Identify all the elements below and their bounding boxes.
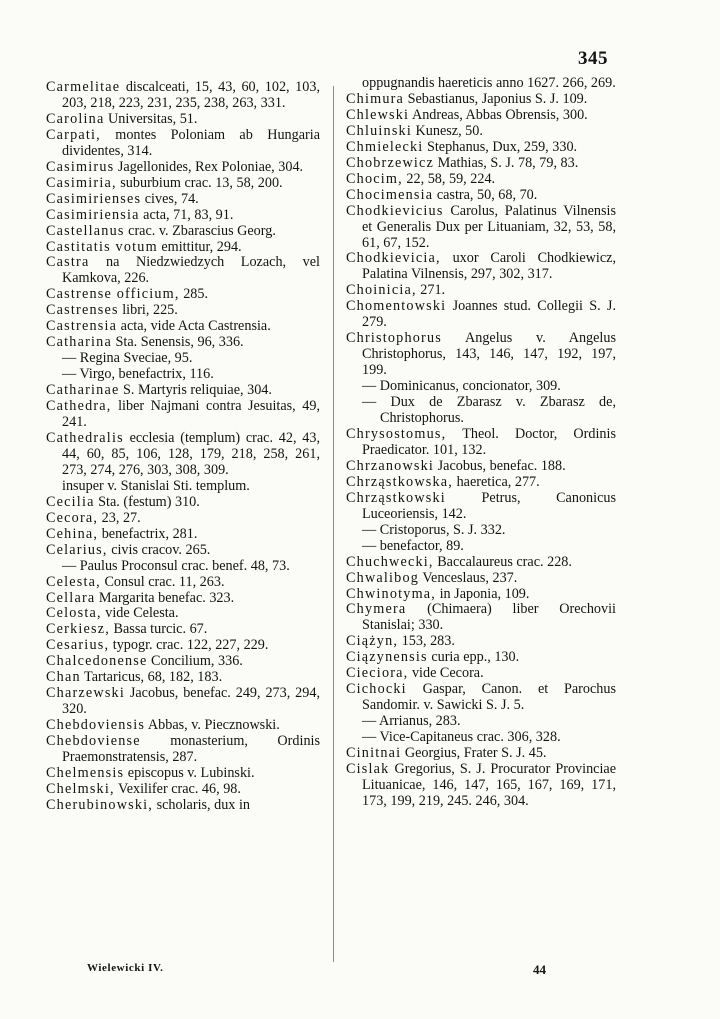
entry-text: Sta. (festum) 310. bbox=[94, 493, 200, 510]
entry-text: S. Martyris reliquiae, 304. bbox=[119, 382, 272, 399]
index-entry bbox=[46, 431, 320, 479]
index-entry bbox=[46, 240, 320, 256]
index-entry bbox=[46, 303, 320, 319]
entry-text: — Vice-Capitaneus crac. 306, 328. bbox=[362, 729, 561, 746]
entry-headword: Carmelitae bbox=[46, 79, 121, 95]
entry-text: Stephanus, Dux, 259, 330. bbox=[423, 138, 578, 155]
entry-text: liber Najmani contra Jesuitas, 49, 241. bbox=[62, 398, 320, 431]
entry-text: Angelus v. Angelus Christophorus, 143, 146, 147, 192, 197, 199. bbox=[362, 330, 616, 379]
entry-headword: Charzewski bbox=[46, 685, 125, 702]
page-number: 345 bbox=[578, 48, 608, 69]
entry-text: discalceati, 15, 43, 60, 102, 103, 203, 218, 223, 231, 235, 238, 263, 331. bbox=[62, 79, 320, 111]
entry-headword: Chluinski bbox=[346, 122, 412, 139]
entry-headword: Cislak bbox=[346, 760, 390, 777]
index-entry bbox=[346, 682, 616, 714]
entry-headword: Castrense officium, bbox=[46, 286, 180, 303]
printer-signature: Wielewicki IV. bbox=[87, 962, 164, 974]
entry-headword: Cichocki bbox=[346, 681, 407, 698]
index-entry bbox=[46, 606, 320, 622]
entry-text: emittitur, 294. bbox=[157, 238, 242, 255]
entry-headword: Casimiriensia bbox=[46, 206, 140, 223]
entry-text: monasterium, Ordinis Praemonstratensis, 287. bbox=[62, 733, 320, 766]
index-entry bbox=[46, 495, 320, 511]
index-entry bbox=[46, 128, 320, 160]
index-entry bbox=[346, 251, 616, 283]
entry-headword: Chrysostomus, bbox=[346, 425, 447, 442]
entry-headword: Chelmensis bbox=[46, 764, 125, 781]
index-entry bbox=[346, 124, 616, 140]
entry-headword: Castrenses bbox=[46, 302, 119, 319]
entry-headword: Cathedralis bbox=[46, 429, 124, 446]
index-entry bbox=[46, 399, 320, 431]
entry-text: — Dux de Zbarasz v. Zbarasz de, Christophorus. bbox=[362, 394, 616, 427]
entry-headword: Chomentowski bbox=[346, 298, 447, 315]
entry-text: Baccalaureus crac. 228. bbox=[433, 553, 572, 570]
index-entry bbox=[346, 602, 616, 634]
index-entry bbox=[346, 634, 616, 650]
index-column-left bbox=[46, 80, 320, 814]
index-entry bbox=[346, 666, 616, 682]
index-entry bbox=[46, 511, 320, 527]
entry-text: curia epp., 130. bbox=[427, 649, 520, 666]
column-divider bbox=[333, 86, 334, 962]
index-entry bbox=[46, 670, 320, 686]
entry-headword: Casimirus bbox=[46, 158, 115, 175]
entry-headword: Christophorus bbox=[346, 330, 443, 347]
index-entry bbox=[346, 459, 616, 475]
entry-text: civis cracov. 265. bbox=[107, 541, 211, 558]
entry-text: libri, 225. bbox=[118, 302, 178, 319]
entry-headword: Choinicia, bbox=[346, 282, 417, 299]
entry-headword: Cesarius, bbox=[46, 637, 110, 654]
entry-headword: Chodkievicia, bbox=[346, 250, 441, 267]
index-entry bbox=[46, 766, 320, 782]
entry-text: acta, 71, 83, 91. bbox=[139, 206, 234, 223]
index-entry bbox=[346, 555, 616, 571]
index-entry bbox=[46, 591, 320, 607]
entry-text: Andreas, Abbas Obrensis, 300. bbox=[409, 106, 588, 123]
entry-headword: Catharinae bbox=[46, 382, 120, 399]
entry-text: ecclesia (templum) crac. 42, 43, 44, 60, 85, 106, 128, 179, 218, 258, 261, 273, 274, 276, 303, 308, 309. bbox=[62, 429, 320, 478]
index-entry bbox=[346, 395, 616, 427]
index-entry bbox=[46, 255, 320, 287]
index-entry bbox=[46, 367, 320, 383]
index-entry bbox=[346, 491, 616, 523]
entry-text: Vexilifer crac. 46, 98. bbox=[114, 780, 241, 797]
entry-headword: Celarius, bbox=[46, 541, 108, 558]
entry-headword: Chalcedonense bbox=[46, 653, 148, 670]
index-entry bbox=[346, 539, 616, 555]
entry-text: cives, 74. bbox=[141, 190, 199, 207]
entry-text: scholaris, dux in bbox=[153, 796, 250, 813]
entry-text: episcopus v. Lubinski. bbox=[124, 764, 255, 781]
entry-headword: Chebdoviense bbox=[46, 733, 141, 750]
entry-headword: Cehina, bbox=[46, 525, 99, 542]
index-entry bbox=[46, 527, 320, 543]
entry-headword: Celosta, bbox=[46, 605, 102, 622]
index-entry bbox=[346, 108, 616, 124]
entry-text: — Paulus Proconsul crac. benef. 48, 73. bbox=[62, 557, 290, 574]
entry-headword: Celesta, bbox=[46, 573, 101, 590]
entry-headword: Catharina bbox=[46, 334, 112, 351]
entry-text: benefactrix, 281. bbox=[98, 525, 198, 542]
entry-headword: Cellara bbox=[46, 589, 96, 606]
entry-text: Consul crac. 11, 263. bbox=[100, 573, 225, 590]
index-entry bbox=[46, 734, 320, 766]
index-entry bbox=[46, 224, 320, 240]
entry-headword: Carolina bbox=[46, 110, 105, 127]
index-entry bbox=[346, 140, 616, 156]
entry-headword: Castellanus bbox=[46, 222, 125, 239]
entry-text: Georgius, Frater S. J. 45. bbox=[401, 745, 547, 762]
entry-text: haeretica, 277. bbox=[453, 473, 540, 490]
entry-text: insuper v. Stanislai Sti. templum. bbox=[62, 477, 250, 494]
entry-headword: Chmielecki bbox=[346, 138, 424, 155]
entry-headword: Cieciora, bbox=[346, 665, 409, 682]
entry-text: in Japonia, 109. bbox=[436, 585, 530, 602]
index-entry bbox=[46, 160, 320, 176]
entry-headword: Chebdoviensis bbox=[46, 717, 146, 734]
entry-headword: Castrensia bbox=[46, 318, 118, 335]
entry-text: Theol. Doctor, Ordinis Praedicator. 101, 132. bbox=[362, 425, 616, 458]
entry-headword: Casimirienses bbox=[46, 190, 142, 207]
index-entry bbox=[346, 188, 616, 204]
index-entry bbox=[46, 208, 320, 224]
entry-text: 271. bbox=[416, 282, 446, 299]
entry-text: Gregorius, S. J. Procurator Provinciae Lituanicae, 146, 147, 165, 167, 169, 171, 173, 199, 219, 245. 246, 304. bbox=[362, 760, 616, 809]
entry-text: Carolus, Palatinus Vilnensis et Generalis Dux per Lituaniam, 32, 53, 58, 61, 67, 152. bbox=[362, 202, 616, 251]
entry-text: 153, 283. bbox=[398, 633, 455, 650]
entry-text: Gaspar, Canon. et Parochus Sandomir. v. Sawicki S. J. 5. bbox=[362, 681, 616, 714]
entry-text: montes Poloniam ab Hungaria dividentes, 314. bbox=[62, 126, 320, 159]
entry-headword: Chwinotyma, bbox=[346, 585, 437, 602]
entry-text: Jagellonides, Rex Poloniae, 304. bbox=[114, 158, 304, 175]
index-entry bbox=[346, 587, 616, 603]
entry-text: vide Celesta. bbox=[101, 605, 179, 622]
index-entry bbox=[46, 654, 320, 670]
entry-text: Abbas, v. Piecznowski. bbox=[145, 717, 280, 734]
entry-text: Margarita benefac. 323. bbox=[95, 589, 235, 606]
sheet-number: 44 bbox=[533, 962, 546, 977]
entry-text: suburbium crac. 13, 58, 200. bbox=[116, 174, 283, 191]
entry-text: crac. v. Zbarascius Georg. bbox=[124, 222, 276, 239]
index-entry bbox=[46, 686, 320, 718]
entry-text: Concilium, 336. bbox=[147, 653, 243, 670]
entry-text: typogr. crac. 122, 227, 229. bbox=[109, 637, 269, 654]
entry-text: Petrus, Canonicus Luceoriensis, 142. bbox=[362, 489, 616, 522]
entry-text: — Regina Sveciae, 95. bbox=[62, 350, 193, 367]
index-entry bbox=[346, 92, 616, 108]
entry-text: Universitas, 51. bbox=[104, 110, 198, 127]
index-entry bbox=[46, 112, 320, 128]
entry-headword: Chocimensia bbox=[346, 186, 434, 203]
index-entry bbox=[346, 156, 616, 172]
entry-headword: Castra bbox=[46, 254, 90, 271]
entry-text: — Virgo, benefactrix, 116. bbox=[62, 366, 214, 383]
entry-text: Bassa turcic. 67. bbox=[109, 621, 208, 638]
index-entry bbox=[46, 559, 320, 575]
entry-text: 22, 58, 59, 224. bbox=[402, 170, 496, 187]
index-entry bbox=[346, 730, 616, 746]
entry-headword: Chelmski, bbox=[46, 780, 115, 797]
entry-text: — Cristoporus, S. J. 332. bbox=[362, 521, 506, 538]
index-entry bbox=[346, 475, 616, 491]
index-entry bbox=[46, 543, 320, 559]
entry-text: Mathias, S. J. 78, 79, 83. bbox=[434, 154, 579, 171]
index-entry bbox=[46, 479, 320, 495]
entry-headword: Ciązynensis bbox=[346, 649, 428, 666]
index-column-right bbox=[346, 76, 616, 810]
entry-text: (Chimaera) liber Orechovii Stanislai; 330. bbox=[362, 601, 616, 634]
entry-headword: Cathedra, bbox=[46, 398, 112, 415]
index-entry bbox=[46, 351, 320, 367]
entry-text: Joannes stud. Collegii S. J. 279. bbox=[362, 298, 616, 331]
index-entry bbox=[346, 331, 616, 379]
index-entry bbox=[46, 80, 320, 112]
entry-headword: Chocim, bbox=[346, 170, 403, 187]
index-entry bbox=[346, 283, 616, 299]
entry-text: Venceslaus, 237. bbox=[419, 569, 518, 586]
index-entry bbox=[346, 571, 616, 587]
entry-text: Sta. Senensis, 96, 336. bbox=[111, 334, 244, 351]
entry-headword: Chwalibog bbox=[346, 569, 420, 586]
index-entry bbox=[46, 575, 320, 591]
entry-text: Jacobus, benefac. 249, 273, 294, 320. bbox=[62, 685, 320, 718]
entry-headword: Chymera bbox=[346, 601, 407, 618]
entry-text: 23, 27. bbox=[98, 509, 141, 526]
index-entry bbox=[346, 204, 616, 252]
entry-text: Kunesz, 50. bbox=[411, 122, 483, 139]
index-entry bbox=[46, 335, 320, 351]
entry-headword: Cherubinowski, bbox=[46, 796, 154, 813]
index-entry bbox=[346, 427, 616, 459]
index-entry bbox=[346, 523, 616, 539]
entry-headword: Cecilia bbox=[46, 493, 95, 510]
entry-text: — Dominicanus, concionator, 309. bbox=[362, 378, 561, 395]
entry-headword: Chuchwecki, bbox=[346, 553, 434, 570]
entry-headword: Ciążyn, bbox=[346, 633, 399, 650]
index-entry bbox=[346, 76, 616, 92]
entry-text: — Arrianus, 283. bbox=[362, 713, 461, 730]
index-entry bbox=[346, 299, 616, 331]
index-entry bbox=[46, 718, 320, 734]
entry-text: Sebastianus, Japonius S. J. 109. bbox=[404, 90, 588, 107]
entry-text: na Niedzwiedzych Lozach, vel Kamkova, 226. bbox=[62, 254, 320, 287]
entry-text: uxor Caroli Chodkiewicz, Palatina Vilnensis, 297, 302, 317. bbox=[362, 250, 616, 283]
index-entry bbox=[46, 319, 320, 335]
entry-text: Tartaricus, 68, 182, 183. bbox=[80, 669, 223, 686]
entry-text: castra, 50, 68, 70. bbox=[433, 186, 538, 203]
index-entry bbox=[46, 782, 320, 798]
entry-headword: Chlewski bbox=[346, 106, 410, 123]
index-entry bbox=[46, 798, 320, 814]
entry-headword: Cecora, bbox=[46, 509, 99, 526]
index-entry bbox=[346, 172, 616, 188]
entry-headword: Chimura bbox=[346, 90, 405, 107]
index-entry bbox=[46, 638, 320, 654]
entry-headword: Chan bbox=[46, 669, 81, 686]
entry-text: oppugnandis haereticis anno 1627. 266, 269. bbox=[362, 75, 616, 91]
entry-headword: Chodkievicius bbox=[346, 202, 444, 219]
index-entry bbox=[46, 192, 320, 208]
entry-headword: Cerkiesz, bbox=[46, 621, 110, 638]
entry-headword: Chobrzewicz bbox=[346, 154, 435, 171]
index-entry bbox=[346, 714, 616, 730]
index-entry bbox=[46, 383, 320, 399]
index-entry bbox=[346, 379, 616, 395]
entry-headword: Cinitnai bbox=[346, 745, 402, 762]
index-entry bbox=[46, 176, 320, 192]
entry-text: — benefactor, 89. bbox=[362, 537, 464, 554]
index-entry bbox=[346, 650, 616, 666]
entry-text: acta, vide Acta Castrensia. bbox=[117, 318, 271, 335]
entry-headword: Castitatis votum bbox=[46, 238, 158, 255]
entry-headword: Chrząstkowska, bbox=[346, 473, 454, 490]
index-entry bbox=[346, 762, 616, 810]
entry-headword: Casimiria, bbox=[46, 174, 117, 191]
entry-text: 285. bbox=[179, 286, 209, 303]
entry-text: vide Cecora. bbox=[408, 665, 484, 682]
entry-text: Jacobus, benefac. 188. bbox=[434, 457, 566, 474]
entry-headword: Chrząstkowski bbox=[346, 489, 446, 506]
entry-headword: Chrzanowski bbox=[346, 457, 435, 474]
entry-headword: Carpati, bbox=[46, 126, 101, 143]
index-entry bbox=[346, 746, 616, 762]
index-entry bbox=[46, 287, 320, 303]
index-entry bbox=[46, 622, 320, 638]
